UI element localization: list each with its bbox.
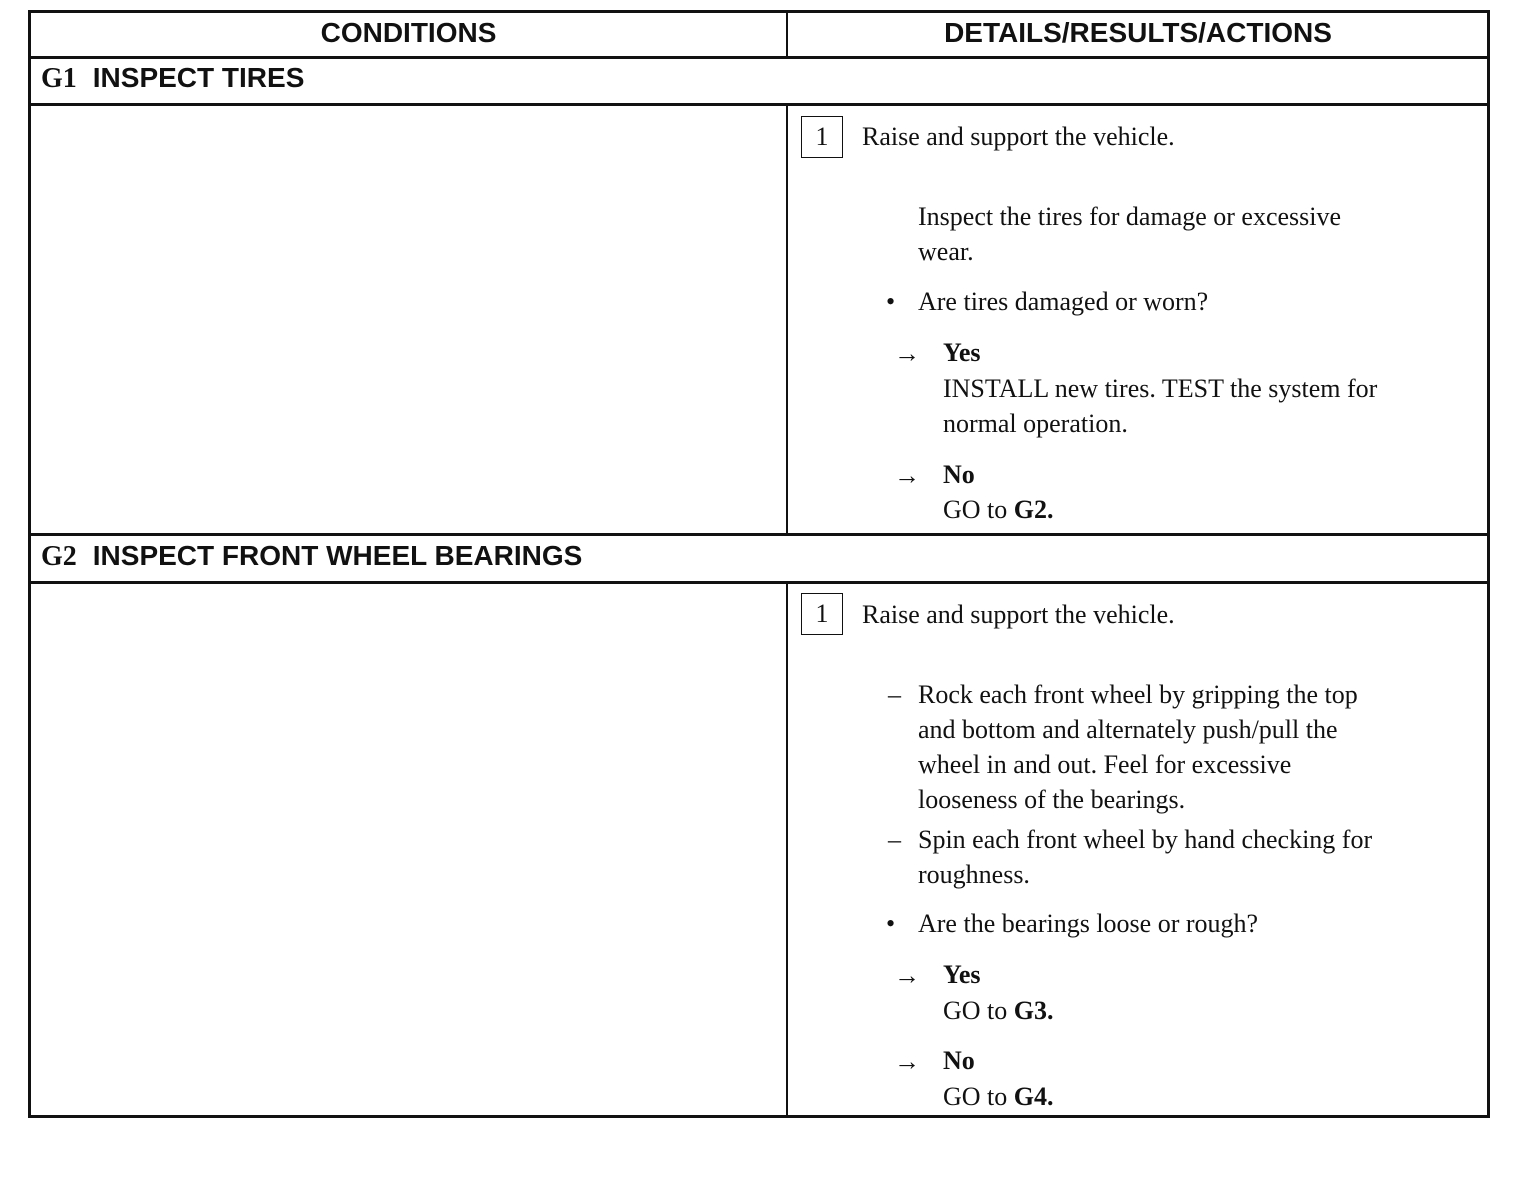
g2-question: Are the bearings loose or rough?	[918, 909, 1259, 938]
g2-section-title-text: INSPECT FRONT WHEEL BEARINGS	[92, 540, 583, 571]
g2-no-arrow-icon: →	[894, 1047, 920, 1076]
g2-section-id: G2	[41, 541, 77, 572]
g1-yes-label: Yes	[943, 338, 981, 367]
g2-step-text: Raise and support the vehicle.	[862, 600, 1175, 629]
g1-section-title	[41, 62, 304, 95]
details-column-header: DETAILS/RESULTS/ACTIONS	[944, 17, 1332, 48]
g2-step-number-box: 1	[801, 593, 843, 635]
g1-question: Are tires damaged or worn?	[918, 287, 1209, 316]
g2-yes-arrow-icon: →	[894, 961, 920, 990]
diagnostic-table	[28, 10, 1490, 1118]
g1-step-text: Raise and support the vehicle.	[862, 122, 1175, 151]
g2-no-action: GO to G4.	[943, 1082, 1054, 1111]
g1-section-id: G1	[41, 63, 77, 94]
g2-instruction-dash-2: –	[888, 825, 901, 854]
g1-yes-action: INSTALL new tires. TEST the system for normal operation.	[943, 374, 1378, 438]
g2-question-bullet: •	[886, 909, 896, 938]
g2-title-divider	[31, 581, 1487, 584]
header-divider	[31, 56, 1487, 59]
column-divider-header	[786, 13, 788, 57]
g2-no-goto-target: G4.	[1013, 1082, 1054, 1111]
g1-instruction: Inspect the tires for damage or excessive wear.	[918, 202, 1342, 266]
g2-no-label: No	[943, 1046, 975, 1075]
column-divider-g1	[786, 105, 788, 534]
g2-instruction-dash-1: –	[888, 680, 901, 709]
g1-no-arrow-icon: →	[894, 461, 920, 490]
g1-no-goto-target: G2.	[1013, 495, 1054, 524]
column-divider-g2	[786, 583, 788, 1118]
g1-step-number-box: 1	[801, 116, 843, 158]
g2-yes-label: Yes	[943, 960, 981, 989]
g1-no-action: GO to G2.	[943, 495, 1054, 524]
g2-yes-goto-target: G3.	[1013, 996, 1054, 1025]
g1-no-label: No	[943, 460, 975, 489]
g1-section-title-text: INSPECT TIRES	[92, 62, 305, 93]
conditions-column-header: CONDITIONS	[320, 17, 497, 48]
g2-instruction-2: Spin each front wheel by hand checking for roughness.	[918, 825, 1373, 889]
g2-yes-action: GO to G3.	[943, 996, 1054, 1025]
g2-section-title	[41, 540, 582, 573]
g1-title-divider	[31, 103, 1487, 106]
g2-instruction-1: Rock each front wheel by gripping the top and bottom and alternately push/pull the wheel in and out. Feel for excessive looseness of the bearings.	[918, 680, 1358, 814]
g1-yes-arrow-icon: →	[894, 339, 920, 368]
g1-question-bullet: •	[886, 287, 896, 316]
section-divider	[31, 533, 1487, 536]
